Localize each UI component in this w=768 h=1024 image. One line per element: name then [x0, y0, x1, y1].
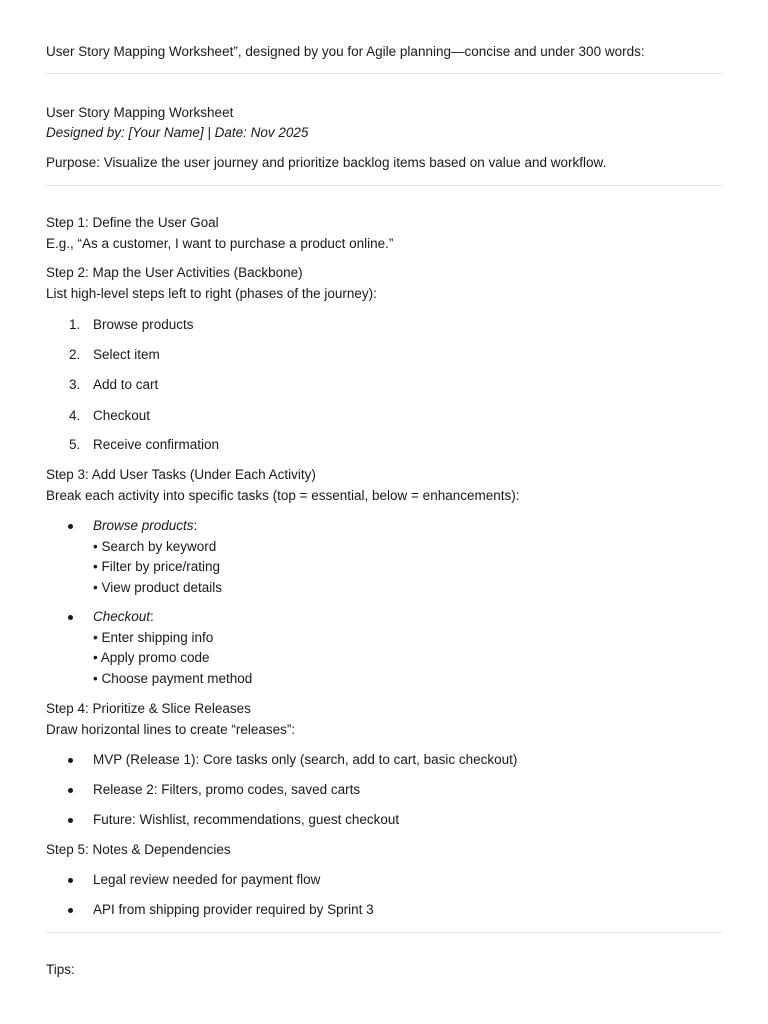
step3-heading: Step 3: Add User Tasks (Under Each Activity)	[46, 467, 316, 482]
list-item: Future: Wishlist, recommendations, guest checkout	[93, 812, 400, 827]
tips-heading: Tips:	[46, 962, 75, 977]
bullet-icon	[68, 758, 73, 763]
list-item: Select item	[93, 347, 160, 362]
divider	[46, 73, 722, 74]
list-item: API from shipping provider required by Sprint 3	[93, 902, 374, 917]
step2-heading: Step 2: Map the User Activities (Backbone)	[46, 265, 303, 280]
group-name: Checkout	[93, 609, 151, 624]
list-number: 4.	[69, 408, 81, 423]
bullet-icon	[68, 788, 73, 793]
intro-text: User Story Mapping Worksheet”, designed by you for Agile planning—concise and under 300 words:	[46, 44, 645, 59]
task-item: • Filter by price/rating	[93, 559, 221, 574]
step1-heading: Step 1: Define the User Goal	[46, 215, 219, 230]
list-item: Legal review needed for payment flow	[93, 872, 321, 887]
group-suffix: :	[193, 518, 198, 533]
divider	[46, 185, 722, 186]
step1-example: E.g., “As a customer, I want to purchase a product online.”	[46, 236, 394, 251]
byline: Designed by: [Your Name] | Date: Nov 2025	[46, 125, 309, 140]
step3-description: Break each activity into specific tasks (top = essential, below = enhancements):	[46, 488, 520, 503]
list-number: 3.	[69, 377, 81, 392]
bullet-icon	[68, 615, 73, 620]
list-item: Checkout	[93, 408, 151, 423]
group-suffix: :	[150, 609, 154, 624]
bullet-icon	[68, 878, 73, 883]
task-item: • Search by keyword	[93, 539, 217, 554]
group-name: Browse products	[93, 518, 194, 533]
list-item: Receive confirmation	[93, 437, 220, 452]
worksheet-title: User Story Mapping Worksheet	[46, 105, 234, 120]
step2-description: List high-level steps left to right (phases of the journey):	[46, 286, 377, 301]
list-item: Release 2: Filters, promo codes, saved carts	[93, 782, 361, 797]
step4-description: Draw horizontal lines to create “releases”:	[46, 722, 296, 737]
group-label	[93, 517, 197, 535]
list-item: Browse products	[93, 317, 194, 332]
list-item: MVP (Release 1): Core tasks only (search, add to cart, basic checkout)	[93, 752, 518, 767]
task-item: • Choose payment method	[93, 671, 253, 686]
step5-heading: Step 5: Notes & Dependencies	[46, 842, 231, 857]
list-number: 2.	[69, 347, 81, 362]
bullet-icon	[68, 818, 73, 823]
step4-heading: Step 4: Prioritize & Slice Releases	[46, 701, 251, 716]
list-item: Add to cart	[93, 377, 159, 392]
task-item: • Enter shipping info	[93, 630, 214, 645]
task-item: • Apply promo code	[93, 650, 210, 665]
bullet-icon	[68, 908, 73, 913]
bullet-icon	[68, 524, 73, 529]
purpose-text: Purpose: Visualize the user journey and prioritize backlog items based on value and workflow.	[46, 155, 607, 170]
list-number: 5.	[69, 437, 81, 452]
task-item: • View product details	[93, 580, 223, 595]
group-label	[93, 608, 154, 626]
divider	[46, 932, 722, 933]
list-number: 1.	[69, 317, 81, 332]
